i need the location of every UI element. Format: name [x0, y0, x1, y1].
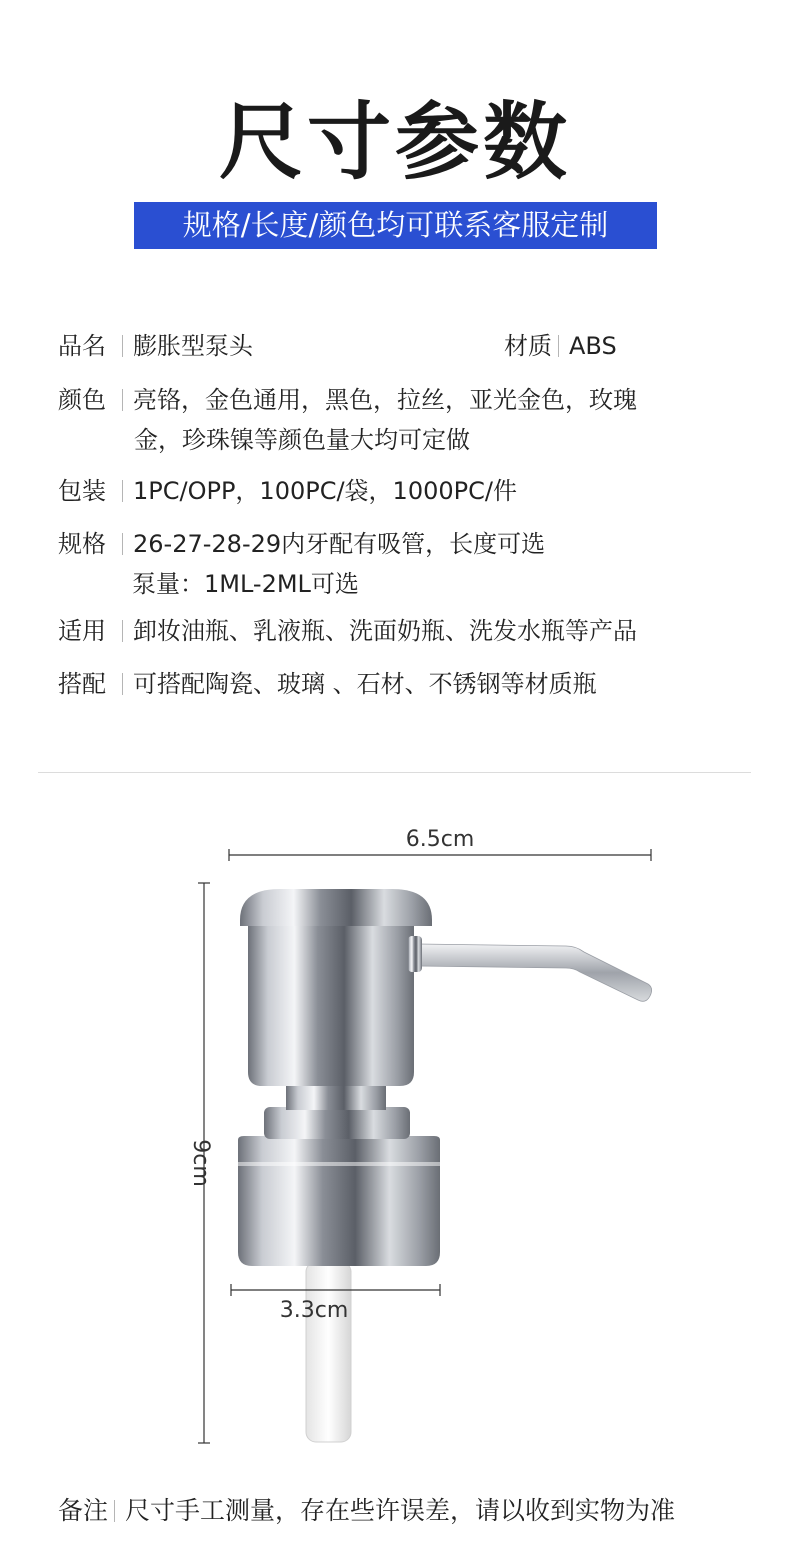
- package-label: 包装: [58, 477, 106, 505]
- actuator-dome: [240, 889, 432, 926]
- page-title: 尺寸参数: [218, 93, 571, 191]
- pump-collar: [238, 1136, 440, 1266]
- name-value: 膨胀型泵头: [133, 332, 253, 360]
- material-label: 材质: [504, 332, 552, 360]
- separator: [122, 335, 123, 357]
- package-value: 1PC/OPP，100PC/袋，1000PC/件: [133, 477, 517, 505]
- pump-actuator: [248, 920, 414, 1086]
- spec-value-line2: 泵量：1ML-2ML可选: [132, 570, 359, 598]
- usage-value: 卸妆油瓶、乳液瓶、洗面奶瓶、洗发水瓶等产品: [133, 617, 637, 645]
- color-label: 颜色: [58, 386, 106, 414]
- spec-row-color: [58, 380, 637, 420]
- customization-banner: 规格/长度/颜色均可联系客服定制: [134, 202, 657, 249]
- separator: [558, 335, 559, 357]
- pump-nozzle: [412, 944, 652, 1001]
- pump-dimension-diagram: [0, 800, 790, 1470]
- separator: [122, 389, 123, 411]
- spec-row-match: [58, 664, 597, 704]
- footer-note: [58, 1491, 675, 1531]
- spec-value-line1: 26-27-28-29内牙配有吸管，长度可选: [133, 530, 546, 558]
- note-value: 尺寸手工测量，存在些许误差，请以收到实物为准: [125, 1496, 676, 1525]
- note-label: 备注: [58, 1496, 109, 1525]
- match-label: 搭配: [58, 670, 106, 698]
- match-value: 可搭配陶瓷、玻璃 、石材、不锈钢等材质瓶: [133, 670, 597, 698]
- spec-row-material: [504, 326, 617, 366]
- name-label: 品名: [58, 332, 106, 360]
- height-dimension: [188, 883, 213, 1443]
- material-value: ABS: [569, 332, 617, 360]
- separator: [114, 1500, 115, 1522]
- section-divider: [38, 772, 751, 773]
- dip-tube: [306, 1262, 351, 1442]
- base-label: 3.3cm: [279, 1298, 349, 1323]
- separator: [122, 480, 123, 502]
- collar-shoulder: [264, 1107, 410, 1139]
- color-value-line2: 金，珍珠镍等颜色量大均可定做: [134, 426, 470, 454]
- base-dimension: [231, 1284, 440, 1323]
- spec-row-usage: [58, 611, 637, 651]
- spec-row-spec: [58, 524, 545, 564]
- spec-label: 规格: [58, 530, 106, 558]
- separator: [122, 620, 123, 642]
- usage-label: 适用: [58, 617, 106, 645]
- separator: [122, 533, 123, 555]
- spec-row-name: [58, 326, 253, 366]
- width-label: 6.5cm: [405, 827, 475, 852]
- color-value-line1: 亮铬，金色通用，黑色，拉丝，亚光金色，玫瑰: [133, 386, 637, 414]
- pump-neck: [286, 1086, 386, 1110]
- separator: [122, 673, 123, 695]
- width-dimension: [229, 827, 651, 861]
- height-label: 9cm: [188, 1139, 213, 1187]
- spec-row-package: [58, 471, 517, 511]
